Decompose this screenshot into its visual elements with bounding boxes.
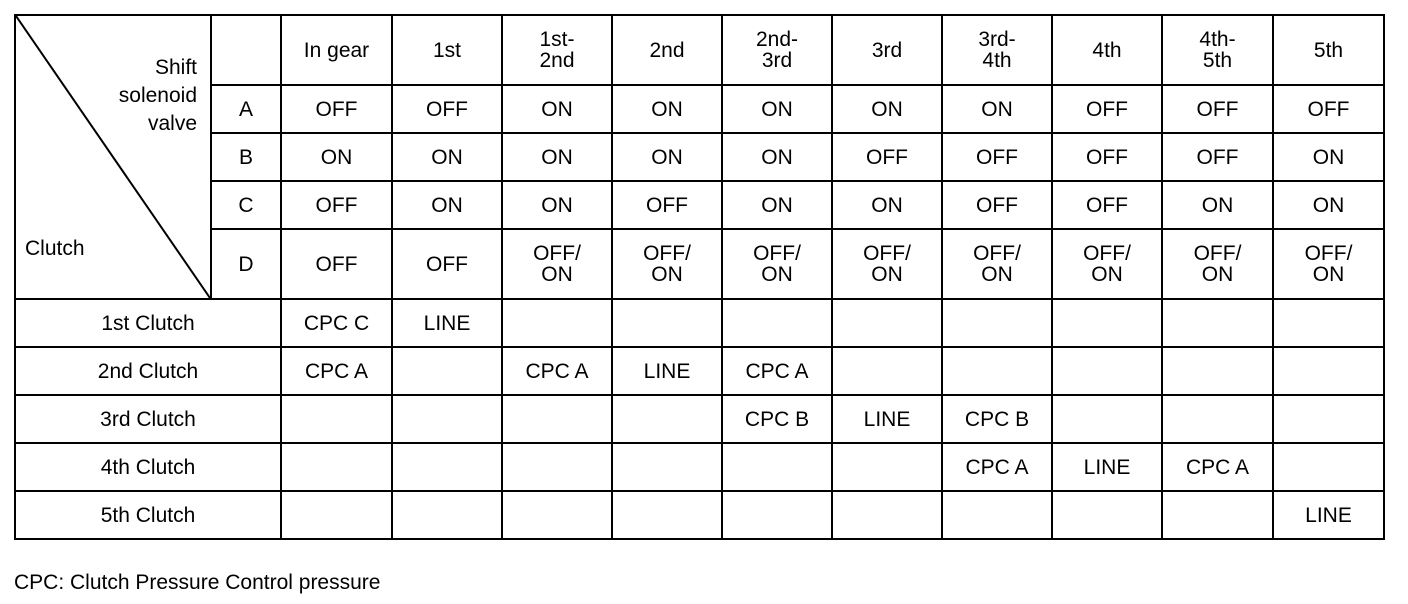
solenoid-d-cell: OFF bbox=[281, 229, 392, 299]
col-header-1st-2nd-bottom: 2nd bbox=[539, 49, 575, 72]
solenoid-c-cell: ON bbox=[722, 181, 832, 229]
solenoid-c-cell: OFF bbox=[281, 181, 392, 229]
solenoid-b-cell: OFF bbox=[832, 133, 942, 181]
clutch-label-3rd: 3rd Clutch bbox=[15, 395, 281, 443]
clutch-3rd-cell bbox=[392, 395, 502, 443]
solenoid-a-cell: OFF bbox=[1162, 85, 1273, 133]
clutch-3rd-cell: CPC B bbox=[722, 395, 832, 443]
clutch-1st-cell bbox=[942, 299, 1052, 347]
solenoid-a-cell: ON bbox=[942, 85, 1052, 133]
solenoid-d-cell bbox=[722, 229, 832, 299]
solenoid-d-top: OFF/ bbox=[533, 242, 581, 265]
solenoid-a-cell: ON bbox=[612, 85, 722, 133]
clutch-label-4th: 4th Clutch bbox=[15, 443, 281, 491]
clutch-axis-label: Clutch bbox=[25, 237, 85, 260]
solenoid-d-top: OFF/ bbox=[1304, 242, 1353, 265]
clutch-5th-cell bbox=[502, 491, 612, 539]
solenoid-a-cell: ON bbox=[832, 85, 942, 133]
solenoid-d-top: OFF/ bbox=[1193, 242, 1242, 265]
clutch-4th-cell bbox=[502, 443, 612, 491]
clutch-5th-cell bbox=[392, 491, 502, 539]
shift-solenoid-valve-label bbox=[119, 54, 197, 138]
solenoid-c-cell: OFF bbox=[612, 181, 722, 229]
solenoid-d-cell bbox=[612, 229, 722, 299]
solenoid-d-bottom: ON bbox=[981, 263, 1013, 286]
clutch-1st-cell bbox=[832, 299, 942, 347]
clutch-4th-cell bbox=[832, 443, 942, 491]
solenoid-label-d: D bbox=[211, 229, 281, 299]
clutch-4th-cell: LINE bbox=[1052, 443, 1162, 491]
clutch-1st-cell: CPC C bbox=[281, 299, 392, 347]
solenoid-row-a bbox=[15, 85, 1384, 133]
solenoid-d-bottom: ON bbox=[1312, 263, 1345, 286]
solenoid-a-cell: OFF bbox=[392, 85, 502, 133]
col-header-in-gear: In gear bbox=[281, 15, 392, 85]
clutch-5th-cell bbox=[281, 491, 392, 539]
solenoid-d-bottom: ON bbox=[1091, 263, 1123, 286]
solenoid-c-cell: ON bbox=[392, 181, 502, 229]
clutch-2nd-cell: CPC A bbox=[722, 347, 832, 395]
solenoid-b-cell: OFF bbox=[1052, 133, 1162, 181]
solenoid-c-cell: OFF bbox=[942, 181, 1052, 229]
clutch-2nd-cell bbox=[1162, 347, 1273, 395]
clutch-5th-cell bbox=[832, 491, 942, 539]
solenoid-b-cell: ON bbox=[392, 133, 502, 181]
clutch-label-1st: 1st Clutch bbox=[15, 299, 281, 347]
clutch-4th-cell: CPC A bbox=[942, 443, 1052, 491]
col-header-3rd-4th-top: 3rd- bbox=[978, 28, 1016, 51]
clutch-5th-cell bbox=[722, 491, 832, 539]
clutch-row-3rd bbox=[15, 395, 1384, 443]
solenoid-c-cell: ON bbox=[832, 181, 942, 229]
clutch-1st-cell bbox=[722, 299, 832, 347]
solenoid-row-b bbox=[15, 133, 1384, 181]
cpc-footnote: CPC: Clutch Pressure Control pressure bbox=[14, 571, 381, 594]
clutch-4th-cell bbox=[612, 443, 722, 491]
clutch-5th-cell bbox=[1052, 491, 1162, 539]
solenoid-b-cell: ON bbox=[281, 133, 392, 181]
solenoid-c-cell: ON bbox=[1273, 181, 1384, 229]
solenoid-a-cell: OFF bbox=[1052, 85, 1162, 133]
clutch-2nd-cell: CPC A bbox=[502, 347, 612, 395]
solenoid-c-cell: ON bbox=[502, 181, 612, 229]
solenoid-row-c bbox=[15, 181, 1384, 229]
col-header-2nd-3rd bbox=[722, 15, 832, 85]
solenoid-d-cell bbox=[1273, 229, 1384, 299]
col-header-3rd-4th bbox=[942, 15, 1052, 85]
solenoid-d-top: OFF/ bbox=[973, 242, 1021, 265]
solenoid-b-cell: OFF bbox=[942, 133, 1052, 181]
clutch-2nd-cell bbox=[1052, 347, 1162, 395]
solenoid-d-top: OFF/ bbox=[643, 242, 691, 265]
clutch-row-1st bbox=[15, 299, 1384, 347]
clutch-3rd-cell bbox=[1273, 395, 1384, 443]
solenoid-a-cell: ON bbox=[502, 85, 612, 133]
solenoid-d-cell bbox=[1052, 229, 1162, 299]
col-header-1st: 1st bbox=[392, 15, 502, 85]
clutch-5th-cell: LINE bbox=[1273, 491, 1384, 539]
solenoid-d-cell bbox=[1162, 229, 1273, 299]
clutch-label-2nd: 2nd Clutch bbox=[15, 347, 281, 395]
clutch-3rd-cell: LINE bbox=[832, 395, 942, 443]
clutch-1st-cell bbox=[1162, 299, 1273, 347]
solenoid-a-cell: OFF bbox=[1273, 85, 1384, 133]
clutch-3rd-cell: CPC B bbox=[942, 395, 1052, 443]
clutch-4th-cell: CPC A bbox=[1162, 443, 1273, 491]
col-header-1st-2nd bbox=[502, 15, 612, 85]
clutch-label-5th: 5th Clutch bbox=[15, 491, 281, 539]
solenoid-b-cell: ON bbox=[722, 133, 832, 181]
solenoid-letter-header bbox=[211, 15, 281, 85]
clutch-2nd-cell bbox=[942, 347, 1052, 395]
col-header-3rd: 3rd bbox=[832, 15, 942, 85]
solenoid-b-cell: ON bbox=[612, 133, 722, 181]
solenoid-c-cell: ON bbox=[1162, 181, 1273, 229]
clutch-1st-cell bbox=[612, 299, 722, 347]
col-header-2nd-3rd-top: 2nd- bbox=[755, 28, 799, 51]
clutch-1st-cell bbox=[1052, 299, 1162, 347]
col-header-5th: 5th bbox=[1273, 15, 1384, 85]
col-header-4th-5th-bottom: 5th bbox=[1202, 49, 1233, 72]
solenoid-d-cell: OFF bbox=[392, 229, 502, 299]
clutch-4th-cell bbox=[722, 443, 832, 491]
clutch-1st-cell bbox=[1273, 299, 1384, 347]
col-header-4th-5th-top: 4th- bbox=[1199, 28, 1236, 51]
solenoid-d-cell bbox=[942, 229, 1052, 299]
solenoid-a-cell: OFF bbox=[281, 85, 392, 133]
solenoid-b-cell: ON bbox=[502, 133, 612, 181]
solenoid-d-top: OFF/ bbox=[753, 242, 801, 265]
header-row bbox=[15, 15, 1384, 85]
col-header-4th-5th bbox=[1162, 15, 1273, 85]
clutch-3rd-cell bbox=[1162, 395, 1273, 443]
clutch-4th-cell bbox=[392, 443, 502, 491]
col-header-3rd-4th-bottom: 4th bbox=[982, 49, 1012, 72]
clutch-2nd-cell bbox=[392, 347, 502, 395]
col-header-2nd: 2nd bbox=[612, 15, 722, 85]
clutch-row-4th bbox=[15, 443, 1384, 491]
clutch-1st-cell bbox=[502, 299, 612, 347]
clutch-1st-cell: LINE bbox=[392, 299, 502, 347]
col-header-4th: 4th bbox=[1052, 15, 1162, 85]
clutch-4th-cell bbox=[1273, 443, 1384, 491]
shift-label-line1: Shift bbox=[154, 56, 197, 79]
clutch-3rd-cell bbox=[502, 395, 612, 443]
solenoid-d-bottom: ON bbox=[1201, 263, 1234, 286]
shift-solenoid-clutch-table bbox=[14, 14, 1385, 540]
clutch-3rd-cell bbox=[612, 395, 722, 443]
clutch-4th-cell bbox=[281, 443, 392, 491]
corner-cell bbox=[15, 15, 211, 299]
clutch-5th-cell bbox=[1162, 491, 1273, 539]
solenoid-c-cell: OFF bbox=[1052, 181, 1162, 229]
solenoid-b-cell: OFF bbox=[1162, 133, 1273, 181]
solenoid-d-bottom: ON bbox=[761, 263, 793, 286]
shift-label-line2: solenoid bbox=[118, 84, 197, 107]
clutch-row-5th bbox=[15, 491, 1384, 539]
clutch-2nd-cell: LINE bbox=[612, 347, 722, 395]
solenoid-d-cell bbox=[502, 229, 612, 299]
solenoid-label-c: C bbox=[211, 181, 281, 229]
col-header-2nd-3rd-bottom: 3rd bbox=[761, 49, 793, 72]
solenoid-d-top: OFF/ bbox=[863, 242, 911, 265]
solenoid-label-b: B bbox=[211, 133, 281, 181]
clutch-2nd-cell bbox=[832, 347, 942, 395]
shift-label-line3: valve bbox=[147, 112, 197, 135]
col-header-1st-2nd-top: 1st- bbox=[539, 28, 575, 51]
solenoid-d-bottom: ON bbox=[871, 263, 903, 286]
solenoid-a-cell: ON bbox=[722, 85, 832, 133]
clutch-3rd-cell bbox=[281, 395, 392, 443]
clutch-2nd-cell bbox=[1273, 347, 1384, 395]
clutch-2nd-cell: CPC A bbox=[281, 347, 392, 395]
clutch-row-2nd bbox=[15, 347, 1384, 395]
solenoid-label-a: A bbox=[211, 85, 281, 133]
solenoid-d-bottom: ON bbox=[541, 263, 573, 286]
solenoid-row-d bbox=[15, 229, 1384, 299]
clutch-3rd-cell bbox=[1052, 395, 1162, 443]
solenoid-d-top: OFF/ bbox=[1083, 242, 1131, 265]
solenoid-b-cell: ON bbox=[1273, 133, 1384, 181]
solenoid-d-cell bbox=[832, 229, 942, 299]
clutch-5th-cell bbox=[612, 491, 722, 539]
solenoid-d-bottom: ON bbox=[651, 263, 683, 286]
clutch-5th-cell bbox=[942, 491, 1052, 539]
